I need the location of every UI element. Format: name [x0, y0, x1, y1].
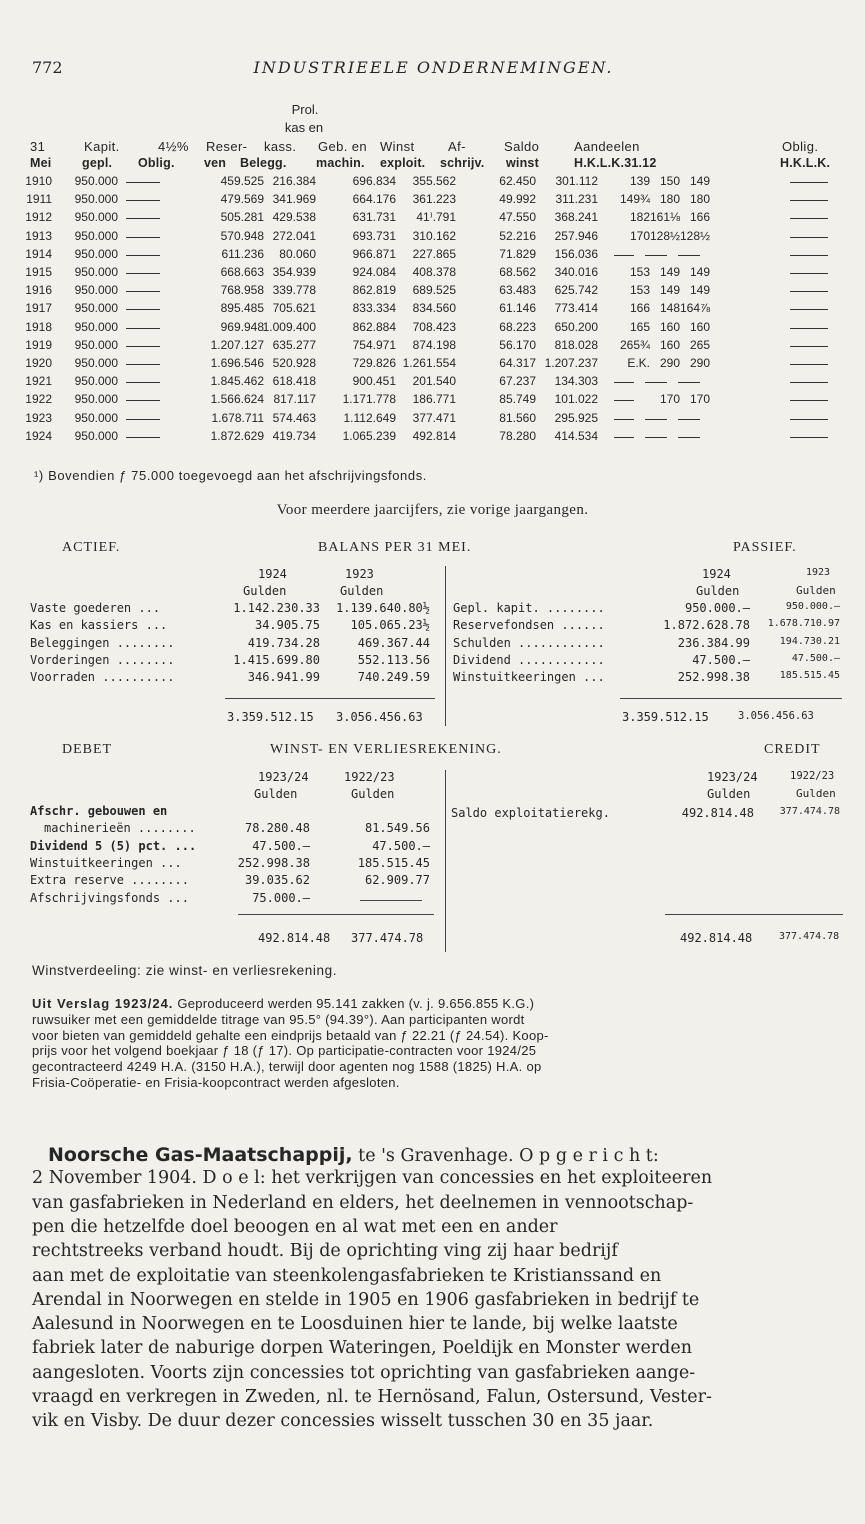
header-cell: 31 [30, 139, 46, 154]
table-cell: 166 [689, 210, 710, 224]
table-cell: 310.162 [412, 229, 456, 243]
balance-total-1923: 3.056.456.63 [336, 710, 423, 724]
balance-total-1924: 3.359.512.15 [622, 710, 709, 724]
report-line: gecontracteerd 4249 H.A. (3150 H.A.), terwijl door agenten nog 1588 (1825) H.A. op [32, 1059, 542, 1074]
table-cell: E.K. [627, 356, 650, 370]
table-cell: 414.534 [554, 429, 598, 443]
debit-value-1923-24: 78.280.48 [244, 821, 310, 835]
table-cell: 708.423 [412, 320, 456, 334]
table-cell: 773.414 [554, 301, 598, 315]
table-cell: 874.198 [412, 338, 456, 352]
table-cell: 68.223 [499, 320, 536, 334]
table-cell: 156.036 [554, 247, 598, 261]
table-cell: 341.969 [272, 192, 316, 206]
table-cell: 182 [629, 210, 650, 224]
unit-label: Gulden [351, 787, 395, 801]
table-cell: 574.463 [272, 411, 316, 425]
header-cell: 4½% [158, 139, 189, 154]
table-cell: 81.560 [499, 411, 536, 425]
debit-value-1922-23: 185.515.45 [357, 856, 430, 870]
asset-label: Voorraden .......... [30, 670, 175, 684]
company-text: te 's Gravenhage. O p g e r i c h t: [352, 1146, 659, 1166]
table-cell: 689.525 [412, 283, 456, 297]
table-cell: 153 [629, 283, 650, 297]
asset-value-1924: 419.734.28 [247, 636, 320, 650]
asset-value-1923: 740.249.59 [357, 670, 430, 684]
table-cell: 340.016 [554, 265, 598, 279]
table-cell: 950.000 [74, 338, 118, 352]
table-cell: 160 [689, 320, 710, 334]
table-cell: 161⅛ [649, 210, 680, 224]
year-label: 1923/24 [707, 770, 758, 784]
table-cell: 1920 [25, 356, 52, 370]
table-cell: 966.871 [352, 247, 396, 261]
pl-total-1923-24: 492.814.48 [258, 931, 331, 945]
table-cell: 149 [689, 265, 710, 279]
table-cell: 862.819 [352, 283, 396, 297]
table-cell: 664.176 [352, 192, 396, 206]
debit-value-1922-23: 81.549.56 [364, 821, 430, 835]
balance-passief-heading: PASSIEF. [733, 540, 797, 555]
table-cell: 1918 [25, 320, 52, 334]
table-cell: 1.678.711 [211, 411, 264, 425]
table-cell: 635.277 [272, 338, 316, 352]
asset-value-1923: 1.139.640.80½ [336, 601, 430, 615]
table-cell: 1921 [25, 374, 52, 388]
credit-label: Saldo exploitatierekg. [451, 806, 610, 820]
table-cell: 272.041 [272, 229, 316, 243]
table-cell: 1910 [25, 174, 52, 188]
table-cell: 85.749 [499, 392, 536, 406]
header-cell: Kapit. [84, 139, 120, 154]
liability-label: Winstuitkeeringen ... [453, 670, 605, 684]
asset-label: Kas en kassiers ... [30, 618, 168, 632]
table-cell: 862.884 [352, 320, 396, 334]
debit-label: Dividend 5 (5) pct. ... [30, 839, 197, 853]
header-cell: Belegg. [240, 156, 287, 170]
liability-value-1923: 194.730.21 [779, 636, 840, 647]
liability-label: Dividend ............ [453, 653, 605, 667]
company-line: vik en Visby. De duur dezer concessies wisselt tusschen 30 en 35 jaar. [32, 1411, 654, 1431]
company-line [48, 1144, 659, 1166]
debit-value-1923-24: 252.998.38 [237, 856, 310, 870]
table-cell: 950.000 [74, 411, 118, 425]
year-label: 1923/24 [258, 770, 309, 784]
table-cell: 1.566.624 [210, 392, 264, 406]
table-cell: 265¾ [619, 338, 650, 352]
table-cell: 295.925 [554, 411, 598, 425]
header-cell: exploit. [380, 156, 426, 170]
table-cell: 377.471 [412, 411, 456, 425]
unit-label: Gulden [254, 787, 298, 801]
table-cell: 1.207.237 [544, 356, 598, 370]
table-cell: 166 [629, 301, 650, 315]
report-line: Frisia-Coöperatie- en Frisia-koopcontract werden afgesloten. [32, 1075, 400, 1090]
page-number: 772 [32, 58, 63, 77]
debit-label: Afschr. gebouwen en [30, 804, 168, 818]
table-cell: 265 [689, 338, 710, 352]
company-name: Noorsche Gas-Maatschappij, [48, 1144, 353, 1166]
asset-label: Beleggingen ........ [30, 636, 175, 650]
table-cell: 429.538 [272, 210, 316, 224]
liability-label: Gepl. kapit. ........ [453, 601, 605, 615]
header-cell: Aandeelen [574, 139, 640, 154]
table-cell: 180 [689, 192, 710, 206]
table-cell: 139 [629, 174, 650, 188]
table-cell: 62.450 [499, 174, 536, 188]
header-cell: gepl. [82, 156, 113, 170]
table-cell: 768.958 [220, 283, 264, 297]
table-cell: 216.384 [272, 174, 316, 188]
table-cell: 950.000 [74, 320, 118, 334]
table-cell: 618.418 [272, 374, 316, 388]
table-cell: 950.000 [74, 247, 118, 261]
table-cell: 668.663 [220, 265, 264, 279]
table-cell: 1914 [25, 247, 52, 261]
table-cell: 492.814 [412, 429, 456, 443]
company-line: Arendal in Noorwegen en stelde in 1905 en 1906 gasfabrieken in bedrijf te [32, 1290, 700, 1310]
table-cell: 950.000 [74, 301, 118, 315]
debit-label: Extra reserve ........ [30, 873, 189, 887]
asset-value-1924: 1.415.699.80 [233, 653, 320, 667]
table-cell: 754.971 [352, 338, 396, 352]
table-cell: 625.742 [554, 283, 598, 297]
company-line: van gasfabrieken in Nederland en elders, het deelnemen in vennootschap- [32, 1193, 694, 1213]
table-cell: 165 [629, 320, 650, 334]
table-cell: 52.216 [499, 229, 536, 243]
table-cell: 134.303 [554, 374, 598, 388]
table-cell: 1.696.546 [210, 356, 264, 370]
header-cell: Prol. [291, 102, 319, 117]
table-cell: 128½ [649, 229, 680, 243]
pl-credit-heading: CREDIT [764, 742, 821, 757]
company-line: 2 November 1904. D o e l: het verkrijgen van concessies en het exploiteeren [32, 1168, 713, 1188]
table-cell: 164⅞ [679, 301, 710, 315]
unit-label: Gulden [696, 584, 740, 598]
unit-label: Gulden [796, 787, 836, 800]
debit-value-1923-24: 39.035.62 [244, 873, 310, 887]
asset-value-1924: 1.142.230.33 [233, 601, 320, 615]
year-label: 1924 [702, 567, 731, 581]
table-cell: 78.280 [499, 429, 536, 443]
company-line: vraagd en verkregen in Zweden, nl. te Hernösand, Falun, Ostersund, Vester- [32, 1387, 712, 1407]
asset-label: Vaste goederen ... [30, 601, 161, 615]
company-line: pen die hetzelfde doel beoogen en al wat met een en ander [32, 1217, 558, 1237]
table-cell: 650.200 [554, 320, 598, 334]
debit-label: Winstuitkeeringen ... [30, 856, 182, 870]
table-cell: 56.170 [499, 338, 536, 352]
table-cell: 160 [659, 320, 680, 334]
liability-value-1923: 185.515.45 [779, 670, 840, 681]
table-cell: 354.939 [272, 265, 316, 279]
balance-heading: BALANS PER 31 MEI. [318, 540, 472, 555]
report-line: voor bieten van gemiddeld gehalte een eindprijs betaald van ƒ 22.21 (ƒ 24.54). Koop- [32, 1028, 549, 1043]
table-cell: 339.778 [272, 283, 316, 297]
header-cell: kass. [264, 139, 297, 154]
table-cell: 705.621 [272, 301, 316, 315]
header-cell: Oblig. [782, 139, 819, 154]
table-cell: 80.060 [279, 247, 316, 261]
table-cell: 49.992 [499, 192, 536, 206]
table-cell: 969.948 [220, 320, 264, 334]
table-cell: 1922 [25, 392, 52, 406]
table-cell: 950.000 [74, 210, 118, 224]
company-line: fabriek later de naburige dorpen Wateringen, Poeldijk en Monster werden [32, 1338, 692, 1358]
table-cell: 834.560 [412, 301, 456, 315]
header-cell: Mei [30, 156, 52, 170]
pl-debet-heading: DEBET [62, 742, 113, 757]
table-cell: 1.112.649 [343, 411, 396, 425]
table-cell: 1.207.127 [210, 338, 264, 352]
table-cell: 631.731 [352, 210, 396, 224]
debit-label: machinerieën ........ [44, 821, 196, 835]
table-cell: 64.317 [499, 356, 536, 370]
table-cell: 459.525 [220, 174, 264, 188]
table-cell: 1919 [25, 338, 52, 352]
table-cell: 301.112 [555, 174, 598, 188]
table-cell: 68.562 [499, 265, 536, 279]
table-cell: 900.451 [352, 374, 396, 388]
header-cell: Winst [380, 139, 415, 154]
header-cell: Af- [448, 139, 466, 154]
table-cell: 67.237 [499, 374, 536, 388]
company-line: Aalesund in Noorwegen en te Loosduinen hier te lande, bij welke laatste [32, 1314, 678, 1334]
table-cell: 950.000 [74, 174, 118, 188]
header-cell: Oblig. [138, 156, 175, 170]
table-cell: 1916 [25, 283, 52, 297]
header-cell: Reser- [206, 139, 248, 154]
table-cell: 149 [659, 283, 680, 297]
year-label: 1922/23 [790, 770, 835, 782]
report-text: Geproduceerd werden 95.141 zakken (v. j. 9.656.855 K.G.) [173, 996, 535, 1011]
asset-label: Vorderingen ........ [30, 653, 175, 667]
debit-value-1922-23: 62.909.77 [364, 873, 430, 887]
table-cell: 950.000 [74, 392, 118, 406]
table-cell: 61.146 [499, 301, 536, 315]
table-cell: 170 [629, 229, 650, 243]
pl-total-1923-24: 492.814.48 [680, 931, 753, 945]
table-cell: 817.117 [273, 392, 316, 406]
table-cell: 1911 [26, 192, 52, 206]
table-cell: 1.845.462 [210, 374, 264, 388]
header-cell: machin. [316, 156, 365, 170]
asset-value-1924: 34.905.75 [254, 618, 320, 632]
table-cell: 950.000 [74, 192, 118, 206]
table-cell: 950.000 [74, 356, 118, 370]
table-cell: 290 [659, 356, 680, 370]
unit-label: Gulden [796, 584, 836, 597]
table-cell: 153 [629, 265, 650, 279]
table-cell: 950.000 [74, 265, 118, 279]
unit-label: Gulden [340, 584, 384, 598]
table-cell: 950.000 [74, 429, 118, 443]
table-cell: 149¾ [619, 192, 650, 206]
table-cell: 63.483 [499, 283, 536, 297]
table-cell: 479.569 [220, 192, 264, 206]
table-cell: 257.946 [554, 229, 598, 243]
header-cell: Geb. en [318, 139, 368, 154]
pl-total-1922-23: 377.474.78 [351, 931, 424, 945]
table-cell: 895.485 [220, 301, 264, 315]
table-cell: 149 [689, 174, 710, 188]
table-cell: 1912 [25, 210, 52, 224]
table-cell: 408.378 [412, 265, 456, 279]
table-cell: 290 [689, 356, 710, 370]
table-cell: 1.261.554 [402, 356, 456, 370]
table-cell: 505.281 [220, 210, 264, 224]
header-cell: Saldo [504, 139, 540, 154]
header-cell: kas en [284, 120, 324, 135]
table-cell: 1.872.629 [210, 429, 264, 443]
liability-value-1923: 47.500.— [791, 653, 840, 664]
company-line: aan met de exploitatie van steenkolengasfabrieken te Kristianssand en [32, 1266, 662, 1286]
table-cell: 361.223 [412, 192, 456, 206]
table-cell: 950.000 [74, 229, 118, 243]
pl-total-1922-23: 377.474.78 [779, 931, 840, 942]
balance-actief-heading: ACTIEF. [62, 540, 121, 555]
table-cell: 186.771 [412, 392, 456, 406]
year-label: 1924 [258, 567, 287, 581]
table-cell: 950.000 [74, 374, 118, 388]
table-cell: 150 [659, 174, 680, 188]
company-line: aangesloten. Voorts zijn concessies tot oprichting van gasfabrieken aange- [32, 1363, 696, 1383]
header-cell: H.K.L.K.31.12 [574, 156, 657, 170]
more-figures-note: Voor meerdere jaarcijfers, zie vorige jaargangen. [276, 502, 589, 518]
table-cell: 47.550 [499, 210, 536, 224]
asset-value-1923: 469.367.44 [357, 636, 430, 650]
table-cell: 520.928 [272, 356, 316, 370]
credit-value-1923-24: 492.814.48 [681, 806, 754, 820]
table-cell: 1.171.778 [342, 392, 396, 406]
table-cell: 1923 [25, 411, 52, 425]
table-cell: 227.865 [412, 247, 456, 261]
table-cell: 368.241 [554, 210, 598, 224]
table-cell: 355.562 [412, 174, 456, 188]
table-cell: 950.000 [74, 283, 118, 297]
table-cell: 693.731 [352, 229, 396, 243]
table-cell: 611.236 [221, 247, 264, 261]
page-title: INDUSTRIEELE ONDERNEMINGEN. [253, 58, 614, 77]
balance-total-1923: 3.056.456.63 [738, 710, 814, 722]
table-cell: 71.829 [499, 247, 536, 261]
header-cell: schrijv. [440, 156, 485, 170]
table-cell: 1924 [25, 429, 52, 443]
table-cell: 570.948 [220, 229, 264, 243]
liability-label: Schulden ............ [453, 636, 605, 650]
year-label: 1923 [345, 567, 374, 581]
header-cell: winst [506, 156, 539, 170]
table-cell: 149 [689, 283, 710, 297]
asset-value-1923: 552.113.56 [357, 653, 430, 667]
table-cell: 41⁾.791 [416, 210, 456, 224]
liability-value-1923: 1.678.710.97 [767, 618, 840, 629]
table-cell: 1917 [25, 301, 52, 315]
balance-total-1924: 3.359.512.15 [227, 710, 314, 724]
table-cell: 1.065.239 [342, 429, 396, 443]
report-line: ruwsuiker met een gemiddelde titrage van 95.5° (94.39°). Aan participanten wordt [32, 1012, 525, 1027]
liability-value-1924: 47.500.— [692, 653, 750, 667]
table-cell: 180 [659, 192, 680, 206]
liability-value-1924: 1.872.628.78 [663, 618, 750, 632]
asset-value-1924: 346.941.99 [247, 670, 320, 684]
unit-label: Gulden [243, 584, 287, 598]
table-cell: 1915 [25, 265, 52, 279]
table-cell: 311.231 [555, 192, 598, 206]
footnote: ¹) Bovendien ƒ 75.000 toegevoegd aan het afschrijvingsfonds. [34, 468, 428, 483]
debit-value-1922-23: 47.500.— [372, 839, 430, 853]
year-label: 1923 [806, 567, 831, 578]
table-cell: 696.834 [352, 174, 396, 188]
table-cell: 148 [659, 301, 680, 315]
liability-value-1924: 950.000.— [684, 601, 750, 615]
profit-distribution: Winstverdeeling: zie winst- en verliesrekening. [32, 963, 338, 978]
table-cell: 818.028 [554, 338, 598, 352]
debit-value-1923-24: 75.000.— [252, 891, 310, 905]
header-cell: H.K.L.K. [780, 156, 831, 170]
liability-value-1924: 236.384.99 [677, 636, 750, 650]
table-cell: 101.022 [554, 392, 598, 406]
table-cell: 833.334 [352, 301, 396, 315]
company-line: rechtstreeks verband houdt. Bij de oprichting ving zij haar bedrijf [32, 1241, 618, 1261]
debit-label: Afschrijvingsfonds ... [30, 891, 189, 905]
unit-label: Gulden [707, 787, 751, 801]
liability-value-1924: 252.998.38 [677, 670, 750, 684]
table-cell: 170 [689, 392, 710, 406]
liability-label: Reservefondsen ...... [453, 618, 605, 632]
table-cell: 1.009.400 [262, 320, 316, 334]
liability-value-1923: 950.000.— [785, 601, 840, 612]
table-cell: 170 [659, 392, 680, 406]
year-label: 1922/23 [344, 770, 395, 784]
table-cell: 729.826 [352, 356, 396, 370]
table-cell: 149 [659, 265, 680, 279]
header-cell: ven [204, 156, 227, 170]
table-cell: 160 [659, 338, 680, 352]
table-cell: 1913 [25, 229, 52, 243]
debit-value-1923-24: 47.500.— [252, 839, 310, 853]
asset-value-1923: 105.065.23½ [350, 618, 430, 632]
report-lead: Uit Verslag 1923/24. [32, 996, 174, 1011]
table-cell: 924.084 [352, 265, 396, 279]
table-cell: 201.540 [412, 374, 456, 388]
table-cell: 128½ [679, 229, 710, 243]
report-line: prijs voor het volgend boekjaar ƒ 18 (ƒ 17). Op participatie-contracten voor 1924/25 [32, 1043, 537, 1058]
credit-value-1922-23: 377.474.78 [779, 806, 840, 817]
pl-heading: WINST- EN VERLIESREKENING. [270, 742, 502, 757]
table-cell: 419.734 [272, 429, 316, 443]
